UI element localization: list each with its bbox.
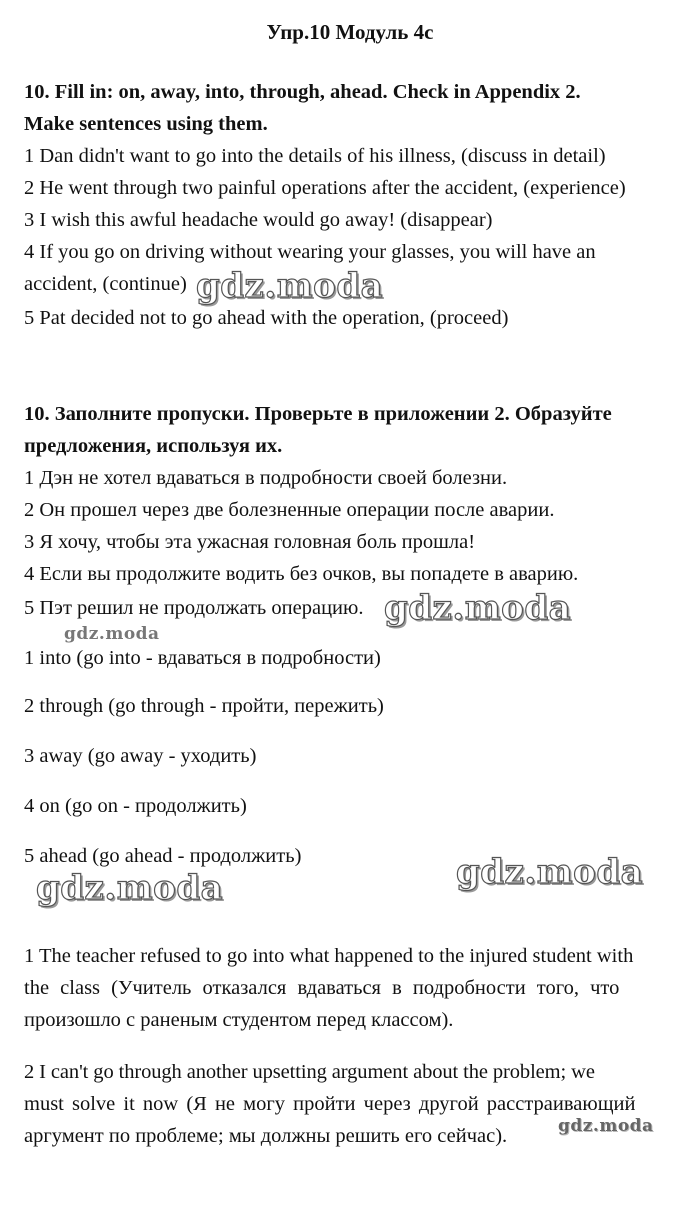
watermark: gdz.moda	[64, 624, 160, 644]
english-item: 4 If you go on driving without wearing your glasses, you will have an	[24, 241, 596, 263]
russian-item: 2 Он прошел через две болезненные операции после аварии.	[24, 499, 555, 521]
english-item: 5 Pat decided not to go ahead with the operation, (proceed)	[24, 307, 509, 329]
sentence-line: аргумент по проблеме; мы должны решить его сейчас).	[24, 1125, 508, 1147]
russian-task-heading: 10. Заполните пропуски. Проверьте в приложении 2. Образуйте	[24, 403, 612, 425]
watermark: gdz.moda	[36, 868, 224, 908]
russian-item: 5 Пэт решил не продолжать операцию.	[24, 597, 364, 619]
russian-task-heading-cont: предложения, используя их.	[24, 435, 283, 457]
english-item: 3 I wish this awful headache would go away! (disappear)	[24, 209, 493, 231]
watermark: gdz.moda	[384, 588, 572, 628]
page-title: Упр.10 Модуль 4с	[266, 20, 434, 44]
sentence-line: must solve it now (Я не могу пройти через другой расстраивающий	[24, 1093, 636, 1115]
sentence-line: 2 I can't go through another upsetting argument about the problem; we	[24, 1061, 595, 1083]
sentence-line: 1 The teacher refused to go into what happened to the injured student with	[24, 945, 634, 967]
russian-item: 3 Я хочу, чтобы эта ужасная головная боль прошла!	[24, 531, 476, 553]
english-task-heading-cont: Make sentences using them.	[24, 113, 268, 135]
english-item: 2 He went through two painful operations after the accident, (experience)	[24, 177, 626, 199]
answer-item: 3 away (go away - уходить)	[24, 745, 257, 767]
sentence-line: the class (Учитель отказался вдаваться в подробности того, что	[24, 977, 620, 999]
answer-item: 4 on (go on - продолжить)	[24, 795, 247, 817]
english-task-heading: 10. Fill in: on, away, into, through, ahead. Check in Appendix 2.	[24, 81, 581, 103]
sentence-line: произошло с раненым студентом перед классом).	[24, 1009, 454, 1031]
english-item: 1 Dan didn't want to go into the details of his illness, (discuss in detail)	[24, 145, 606, 167]
russian-item: 4 Если вы продолжите водить без очков, вы попадете в аварию.	[24, 563, 579, 585]
english-item: accident, (continue)	[24, 273, 187, 295]
russian-item: 1 Дэн не хотел вдаваться в подробности своей болезни.	[24, 467, 508, 489]
watermark: gdz.moda	[558, 1116, 654, 1136]
watermark: gdz.moda	[456, 852, 644, 892]
watermark: gdz.moda	[196, 266, 384, 306]
answer-item: 2 through (go through - пройти, пережить)	[24, 695, 384, 717]
answer-item: 5 ahead (go ahead - продолжить)	[24, 845, 302, 867]
answer-item: 1 into (go into - вдаваться в подробности)	[24, 647, 381, 669]
